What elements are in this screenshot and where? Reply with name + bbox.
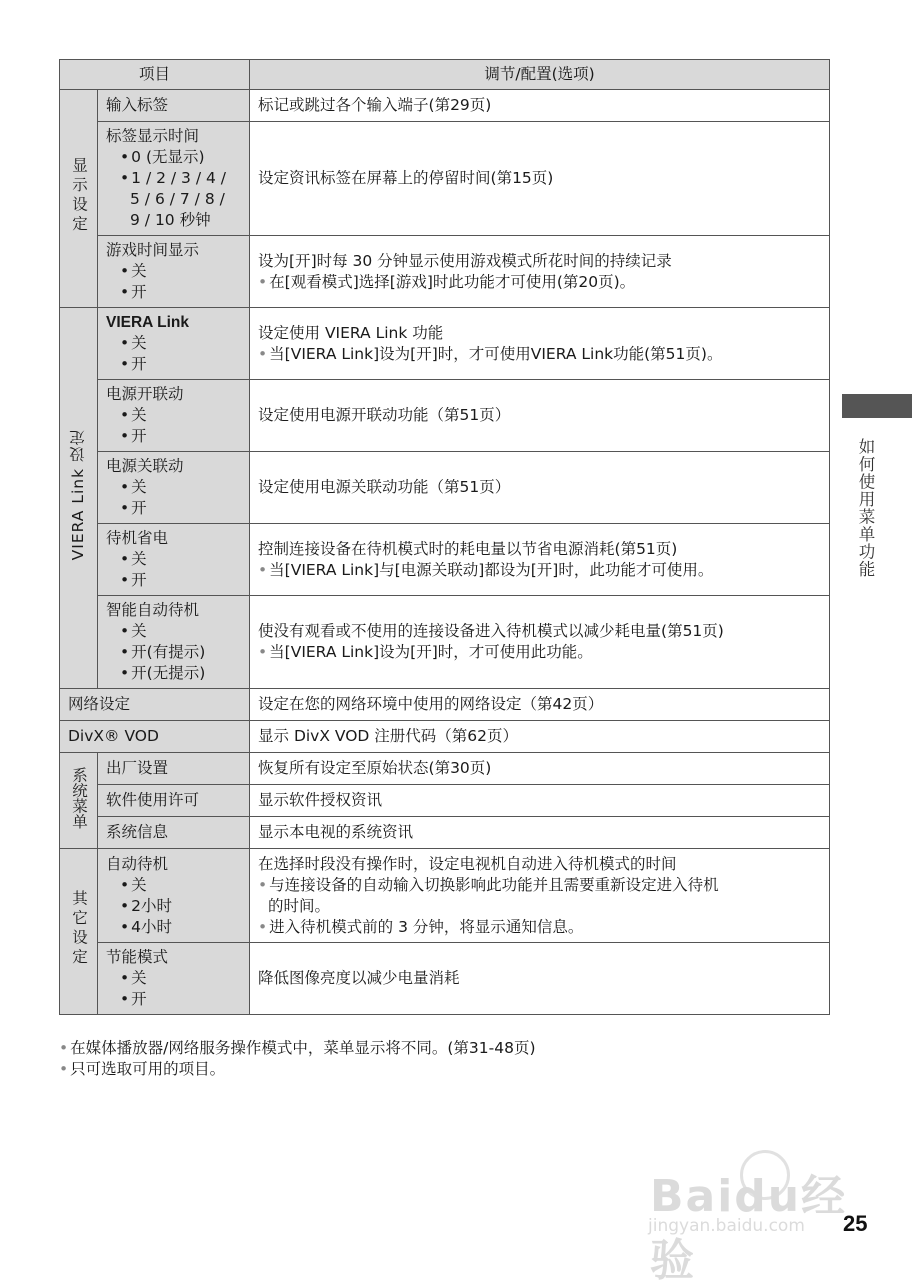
desc-eco-mode: 降低图像亮度以减少电量消耗 [250,943,830,1015]
item-smart-standby: 智能自动待机 • 关 • 开(有提示) • 开(无提示) [98,596,250,689]
desc-license: 显示软件授权资讯 [250,785,830,817]
footnotes [59,1038,536,1080]
footnote: • 只可选取可用的项目。 [59,1059,536,1080]
item-viera-link: VIERA Link • 关 • 开 [98,308,250,380]
item-power-off-link: 电源关联动 • 关 • 开 [98,452,250,524]
table-row [60,721,830,753]
item-eco-mode: 节能模式 • 关 • 开 [98,943,250,1015]
page-number: 25 [843,1211,868,1236]
item-game-time: 游戏时间显示 • 关 • 开 [98,236,250,308]
desc-label-time: 设定资讯标签在屏幕上的停留时间(第15页) [250,122,830,236]
desc-factory: 恢复所有设定至原始状态(第30页) [250,753,830,785]
desc-sysinfo: 显示本电视的系统资讯 [250,817,830,849]
watermark [630,1150,870,1286]
item-auto-standby: 自动待机 • 关 • 2小时 • 4小时 [98,849,250,943]
desc-power-on-link: 设定使用电源开联动功能（第51页） [250,380,830,452]
side-tab-label: 如何使用菜单功能 [856,438,875,578]
item-license: 软件使用许可 [98,785,250,817]
group-viera-link: VIERA Link 设定 [60,308,98,689]
table-header-row [60,60,830,90]
watermark-url: jingyan.baidu.com [648,1216,805,1236]
table-row [60,308,830,380]
footnote: • 在媒体播放器/网络服务操作模式中，菜单显示将不同。(第31-48页) [59,1038,536,1059]
group-display: 显示设定 [60,90,98,308]
group-system-menu: 系统菜单 [60,753,98,849]
desc-input-label: 标记或跳过各个输入端子(第29页) [250,90,830,122]
item-label-time: 标签显示时间 • 0 (无显示) • 1 / 2 / 3 / 4 / 5 / 6 / 7 / 8 / 9 / 10 秒钟 [98,122,250,236]
table-row [60,753,830,785]
desc-standby-save: 控制连接设备在待机模式时的耗电量以节省电源消耗(第51页) • 当[VIERA Link]与[电源关联动]都设为[开]时，此功能才可使用。 [250,524,830,596]
table-row [60,689,830,721]
item-input-label: 输入标签 [98,90,250,122]
item-factory: 出厂设置 [98,753,250,785]
item-network: 网络设定 [60,689,250,721]
item-sysinfo: 系统信息 [98,817,250,849]
table-row [60,452,830,524]
table-row [60,817,830,849]
table-row [60,596,830,689]
desc-viera-link: 设定使用 VIERA Link 功能 • 当[VIERA Link]设为[开]时，才可使用VIERA Link功能(第51页)。 [250,308,830,380]
desc-network: 设定在您的网络环境中使用的网络设定（第42页） [250,689,830,721]
table-row [60,380,830,452]
item-standby-save: 待机省电 • 关 • 开 [98,524,250,596]
item-divx: DivX® VOD [60,721,250,753]
desc-auto-standby: 在选择时段没有操作时，设定电视机自动进入待机模式的时间 • 与连接设备的自动输入切换影响此功能并且需要重新设定进入待机 的时间。 • 进入待机模式前的 3 分钟，将显示通知信息。 [250,849,830,943]
table-row [60,90,830,122]
desc-power-off-link: 设定使用电源关联动功能（第51页） [250,452,830,524]
item-power-on-link: 电源开联动 • 关 • 开 [98,380,250,452]
desc-divx: 显示 DivX VOD 注册代码（第62页） [250,721,830,753]
header-setting: 调节/配置(选项) [250,60,830,90]
table-row [60,785,830,817]
table-row [60,943,830,1015]
group-other: 其它设定 [60,849,98,1015]
table-row [60,236,830,308]
header-item: 项目 [60,60,250,90]
table-row [60,122,830,236]
side-tab-bar [842,394,912,418]
watermark-logo: Baidu经验 [650,1171,848,1286]
desc-game-time: 设为[开]时每 30 分钟显示使用游戏模式所花时间的持续记录 • 在[观看模式]选择[游戏]时此功能才可使用(第20页)。 [250,236,830,308]
menu-settings-table [59,59,830,1015]
table-row [60,524,830,596]
table-row [60,849,830,943]
desc-smart-standby: 使没有观看或不使用的连接设备进入待机模式以减少耗电量(第51页) • 当[VIERA Link]设为[开]时，才可使用此功能。 [250,596,830,689]
